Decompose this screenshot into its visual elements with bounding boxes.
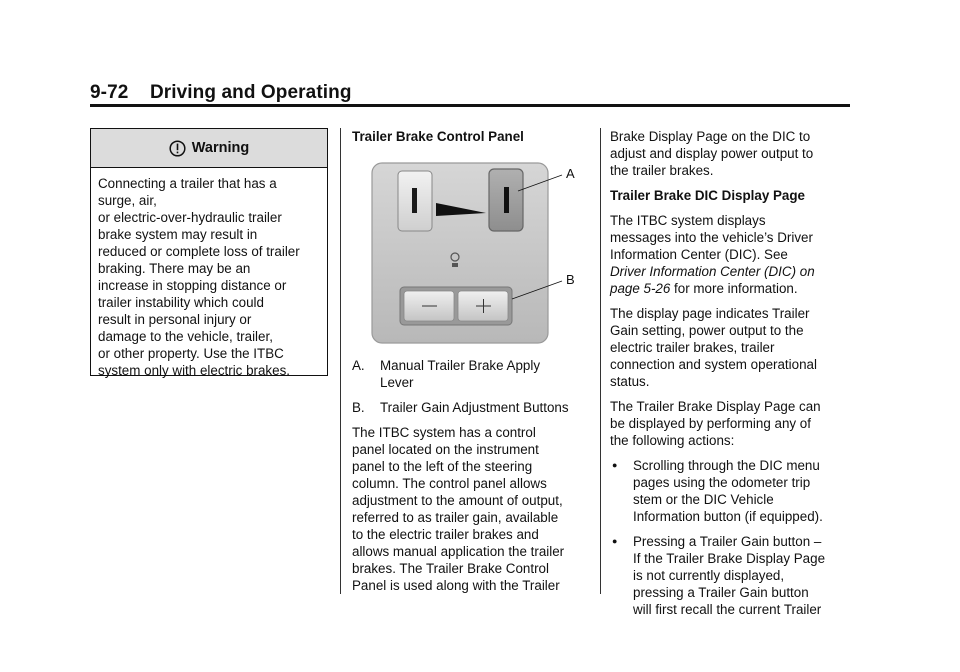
text-line: for more information. xyxy=(670,281,798,296)
text-line: adjust and display power output to xyxy=(610,146,814,161)
legend-item-b xyxy=(352,399,584,416)
bullet-icon: ● xyxy=(612,460,618,470)
paragraph xyxy=(610,398,850,449)
text-line: the following actions: xyxy=(610,433,735,448)
warning-line: or other property. Use the ITBC xyxy=(98,346,284,361)
column-3 xyxy=(610,128,850,626)
warning-line: result in personal injury or xyxy=(98,312,252,327)
column-divider-2 xyxy=(600,128,601,594)
warning-text xyxy=(91,168,327,379)
warning-line: reduced or complete loss of trailer xyxy=(98,244,300,259)
header-rule xyxy=(90,104,850,107)
trailer-brake-panel-illustration xyxy=(352,153,584,349)
text-line: be displayed by performing any of xyxy=(610,416,811,431)
text-line: messages into the vehicle’s Driver xyxy=(610,230,813,245)
text-line: The ITBC system has a control xyxy=(352,425,536,440)
text-line: Pressing a Trailer Gain button – xyxy=(633,534,822,549)
callout-a-label: A xyxy=(566,166,575,181)
text-line: If the Trailer Brake Display Page xyxy=(633,551,826,566)
paragraph xyxy=(352,424,584,594)
bullet-item xyxy=(610,457,850,525)
trailer-brake-panel-figure xyxy=(352,153,584,349)
paragraph xyxy=(610,128,850,179)
section-heading: Trailer Brake Control Panel xyxy=(352,129,524,144)
bullet-text xyxy=(633,533,850,618)
text-line: brakes. The Trailer Brake Control xyxy=(352,561,549,576)
text-line: Information button (if equipped). xyxy=(633,509,823,524)
cross-reference-link[interactable]: Driver Information Center (DIC) on xyxy=(610,264,815,279)
legend-letter: B. xyxy=(352,400,365,415)
warning-line: trailer instability which could xyxy=(98,295,264,310)
text-line: Scrolling through the DIC menu xyxy=(633,458,820,473)
text-line: referred to as trailer gain, available xyxy=(352,510,559,525)
bullet-text xyxy=(633,457,850,525)
legend-line: Lever xyxy=(380,375,414,390)
text-line: pages using the odometer trip xyxy=(633,475,811,490)
warning-line: or electric-over-hydraulic trailer xyxy=(98,210,282,225)
text-line: panel to the left of the steering xyxy=(352,459,533,474)
warning-line: increase in stopping distance or xyxy=(98,278,287,293)
legend-line: Manual Trailer Brake Apply xyxy=(380,358,541,373)
page-reference-link[interactable]: page 5-26 xyxy=(610,281,671,296)
text-line: pressing a Trailer Gain button xyxy=(633,585,809,600)
warning-line: system only with electric brakes. xyxy=(98,363,290,378)
text-line: the trailer brakes. xyxy=(610,163,714,178)
column-2 xyxy=(352,128,584,602)
text-line: to the electric trailer brakes and xyxy=(352,527,539,542)
text-line: allows manual application the trailer xyxy=(352,544,565,559)
warning-line: surge, air, xyxy=(98,193,157,208)
legend-line: Trailer Gain Adjustment Buttons xyxy=(380,400,569,415)
text-line: panel located on the instrument xyxy=(352,442,539,457)
legend-item-a xyxy=(352,357,584,391)
text-line: adjustment to the amount of output, xyxy=(352,493,563,508)
text-line: Brake Display Page on the DIC to xyxy=(610,129,811,144)
legend-text xyxy=(380,357,584,391)
text-line: stem or the DIC Vehicle xyxy=(633,492,774,507)
warning-header xyxy=(91,129,327,168)
text-line: Panel is used along with the Trailer xyxy=(352,578,560,593)
warning-line: Connecting a trailer that has a xyxy=(98,176,277,191)
column-divider-1 xyxy=(340,128,341,594)
warning-box xyxy=(90,128,328,376)
page-title: 9-72 Driving and Operating xyxy=(90,82,352,103)
legend-letter: A. xyxy=(352,358,365,373)
paragraph xyxy=(610,305,850,390)
warning-line: braking. There may be an xyxy=(98,261,251,276)
section-heading: Trailer Brake DIC Display Page xyxy=(610,188,806,203)
bullet-item xyxy=(610,533,850,618)
text-line: electric trailer brakes, trailer xyxy=(610,340,775,355)
text-line: is not currently displayed, xyxy=(633,568,785,583)
text-line: column. The control panel allows xyxy=(352,476,547,491)
text-line: connection and system operational xyxy=(610,357,817,372)
warning-icon xyxy=(169,140,186,157)
text-line: will first recall the current Trailer xyxy=(633,602,822,617)
warning-line: damage to the vehicle, trailer, xyxy=(98,329,273,344)
text-line: The Trailer Brake Display Page can xyxy=(610,399,821,414)
bullet-icon: ● xyxy=(612,536,618,546)
warning-title: Warning xyxy=(191,140,250,156)
text-line: Gain setting, power output to the xyxy=(610,323,804,338)
legend-text xyxy=(380,399,584,416)
text-line: The ITBC system displays xyxy=(610,213,766,228)
warning-line: brake system may result in xyxy=(98,227,258,242)
text-line: The display page indicates Trailer xyxy=(610,306,810,321)
text-line: Information Center (DIC). See xyxy=(610,247,788,262)
callout-b-label: B xyxy=(566,272,575,287)
paragraph xyxy=(610,212,850,297)
text-line: status. xyxy=(610,374,650,389)
